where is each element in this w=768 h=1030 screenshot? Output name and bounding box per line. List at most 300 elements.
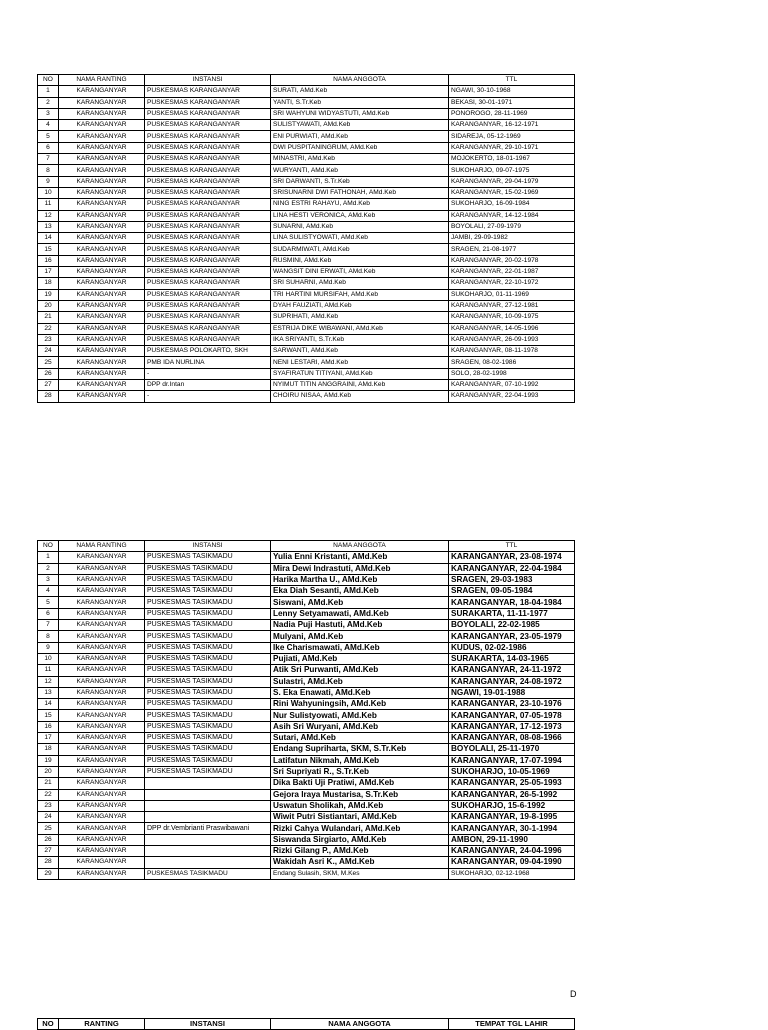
cell-no: 13 xyxy=(38,221,59,232)
table-row xyxy=(38,812,575,823)
cell-instansi: PUSKESMAS TASIKMADU xyxy=(145,755,271,766)
cell-ranting: KARANGANYAR xyxy=(59,300,145,311)
table-row xyxy=(38,346,575,357)
cell-no: 21 xyxy=(38,312,59,323)
cell-nama-anggota: DWI PUSPITANINGRUM, AMd.Keb xyxy=(271,142,449,153)
cell-instansi: PUSKESMAS TASIKMADU xyxy=(145,766,271,777)
table-row xyxy=(38,778,575,789)
cell-nama-anggota: LINA SULISTYOWATI, AMd.Keb xyxy=(271,233,449,244)
cell-ttl: KARANGANYAR, 23-05-1979 xyxy=(449,631,575,642)
table-row xyxy=(38,357,575,368)
cell-ttl: KARANGANYAR, 24-04-1996 xyxy=(449,846,575,857)
header-instansi: INSTANSI xyxy=(145,75,271,86)
cell-nama-anggota: Rini Wahyuningsih, AMd.Keb xyxy=(271,699,449,710)
cell-ttl: KARANGANYAR, 10-09-1975 xyxy=(449,312,575,323)
cell-instansi: PUSKESMAS TASIKMADU xyxy=(145,665,271,676)
table-row xyxy=(38,687,575,698)
table-row xyxy=(38,789,575,800)
table-header-row xyxy=(38,1019,575,1030)
cell-instansi: PUSKESMAS KARANGANYAR xyxy=(145,165,271,176)
cell-no: 6 xyxy=(38,608,59,619)
table-row xyxy=(38,586,575,597)
cell-instansi: PUSKESMAS KARANGANYAR xyxy=(145,312,271,323)
cell-no: 3 xyxy=(38,108,59,119)
cell-ranting: KARANGANYAR xyxy=(59,221,145,232)
cell-ranting: KARANGANYAR xyxy=(59,834,145,845)
cell-instansi: PUSKESMAS TASIKMADU xyxy=(145,574,271,585)
cell-instansi: PUSKESMAS TASIKMADU xyxy=(145,631,271,642)
table-row xyxy=(38,187,575,198)
cell-instansi: PUSKESMAS KARANGANYAR xyxy=(145,142,271,153)
cell-instansi: PUSKESMAS TASIKMADU xyxy=(145,620,271,631)
cell-instansi: PUSKESMAS TASIKMADU xyxy=(145,721,271,732)
cell-ranting: KARANGANYAR xyxy=(59,733,145,744)
cell-nama-anggota: Nur Sulistyowati, AMd.Keb xyxy=(271,710,449,721)
cell-no: 2 xyxy=(38,563,59,574)
cell-nama-anggota: Rizki Cahya Wulandari, AMd.Keb xyxy=(271,823,449,834)
header-nama-anggota: NAMA ANGGOTA xyxy=(271,1019,449,1030)
table-row xyxy=(38,391,575,402)
cell-ttl: KARANGANYAR, 29-04-1979 xyxy=(449,176,575,187)
table-row xyxy=(38,244,575,255)
table-row xyxy=(38,312,575,323)
cell-ttl: SUKOHARJO, 10-05-1969 xyxy=(449,766,575,777)
cell-no: 17 xyxy=(38,267,59,278)
cell-instansi: PUSKESMAS TASIKMADU xyxy=(145,676,271,687)
cell-ttl: SIDAREJA, 05-12-1969 xyxy=(449,131,575,142)
header-ranting: NAMA RANTING xyxy=(59,541,145,552)
table-row xyxy=(38,120,575,131)
table-row xyxy=(38,857,575,868)
cell-ranting: KARANGANYAR xyxy=(59,665,145,676)
cell-ranting: KARANGANYAR xyxy=(59,154,145,165)
cell-nama-anggota: Rizki Gilang P., AMd.Keb xyxy=(271,846,449,857)
table-row xyxy=(38,834,575,845)
cell-instansi: PUSKESMAS KARANGANYAR xyxy=(145,233,271,244)
cell-ttl: NGAWI, 30-10-1968 xyxy=(449,86,575,97)
cell-instansi xyxy=(145,789,271,800)
cell-ranting: KARANGANYAR xyxy=(59,233,145,244)
cell-instansi: PUSKESMAS KARANGANYAR xyxy=(145,108,271,119)
cell-ranting: KARANGANYAR xyxy=(59,323,145,334)
cell-ranting: KARANGANYAR xyxy=(59,710,145,721)
cell-instansi: PUSKESMAS KARANGANYAR xyxy=(145,187,271,198)
cell-instansi xyxy=(145,800,271,811)
cell-nama-anggota: Sutari, AMd.Keb xyxy=(271,733,449,744)
table-row xyxy=(38,631,575,642)
cell-ranting: KARANGANYAR xyxy=(59,778,145,789)
cell-ttl: BEKASI, 30-01-1971 xyxy=(449,97,575,108)
cell-ttl: KARANGANYAR, 17-07-1994 xyxy=(449,755,575,766)
cell-instansi xyxy=(145,846,271,857)
cell-instansi: DPP dr.Vembrianti Praswibawani xyxy=(145,823,271,834)
table-row xyxy=(38,289,575,300)
cell-ranting: KARANGANYAR xyxy=(59,823,145,834)
cell-instansi: PUSKESMAS TASIKMADU xyxy=(145,586,271,597)
cell-no: 26 xyxy=(38,834,59,845)
table-row xyxy=(38,154,575,165)
cell-ttl: BOYOLALI, 22-02-1985 xyxy=(449,620,575,631)
cell-nama-anggota: S. Eka Enawati, AMd.Keb xyxy=(271,687,449,698)
cell-nama-anggota: Asih Sri Wuryani, AMd.Keb xyxy=(271,721,449,732)
cell-instansi: DPP dr.Intan xyxy=(145,380,271,391)
table-row xyxy=(38,267,575,278)
cell-nama-anggota: WURYANTI, AMd.Keb xyxy=(271,165,449,176)
cell-ranting: KARANGANYAR xyxy=(59,334,145,345)
cell-ranting: KARANGANYAR xyxy=(59,846,145,857)
cell-nama-anggota: Eka Diah Sesanti, AMd.Keb xyxy=(271,586,449,597)
cell-ranting: KARANGANYAR xyxy=(59,766,145,777)
cell-nama-anggota: LINA HESTI VERONICA, AMd.Keb xyxy=(271,210,449,221)
table-row xyxy=(38,868,575,879)
cell-nama-anggota: ESTRIJA DIKE WIBAWANI, AMd.Keb xyxy=(271,323,449,334)
cell-ranting: KARANGANYAR xyxy=(59,812,145,823)
table-row xyxy=(38,608,575,619)
cell-ranting: KARANGANYAR xyxy=(59,642,145,653)
table-row xyxy=(38,699,575,710)
cell-nama-anggota: Latifatun Nikmah, AMd.Keb xyxy=(271,755,449,766)
cell-ttl: KARANGANYAR, 29-10-1971 xyxy=(449,142,575,153)
cell-no: 10 xyxy=(38,187,59,198)
member-table-partial xyxy=(37,1018,575,1030)
cell-nama-anggota: SARWANTI, AMd.Keb xyxy=(271,346,449,357)
cell-nama-anggota: Siswani, AMd.Keb xyxy=(271,597,449,608)
cell-ranting: KARANGANYAR xyxy=(59,210,145,221)
header-no: NO xyxy=(38,1019,59,1030)
cell-nama-anggota: NENI LESTARI, AMd.Keb xyxy=(271,357,449,368)
cell-nama-anggota: SUNARNI, AMd.Keb xyxy=(271,221,449,232)
cell-instansi: PMB IDA NURLINA xyxy=(145,357,271,368)
cell-ranting: KARANGANYAR xyxy=(59,165,145,176)
cell-instansi: PUSKESMAS KARANGANYAR xyxy=(145,334,271,345)
cell-ttl: KARANGANYAR, 14-12-1984 xyxy=(449,210,575,221)
member-table-puskesmas-tasikmadu xyxy=(37,540,575,880)
cell-nama-anggota: CHOIRU NISAA, AMd.Keb xyxy=(271,391,449,402)
header-nama-anggota: NAMA ANGGOTA xyxy=(271,541,449,552)
table-row xyxy=(38,323,575,334)
cell-no: 5 xyxy=(38,597,59,608)
cell-ttl: KARANGANYAR, 14-05-1996 xyxy=(449,323,575,334)
cell-no: 1 xyxy=(38,552,59,563)
cell-instansi: PUSKESMAS KARANGANYAR xyxy=(145,267,271,278)
table-row xyxy=(38,233,575,244)
cell-nama-anggota: SRI WAHYUNI WIDYASTUTI, AMd.Keb xyxy=(271,108,449,119)
cell-ranting: KARANGANYAR xyxy=(59,97,145,108)
table-row xyxy=(38,597,575,608)
table-row xyxy=(38,721,575,732)
cell-ttl: KARANGANYAR, 22-01-1987 xyxy=(449,267,575,278)
cell-instansi: PUSKESMAS TASIKMADU xyxy=(145,733,271,744)
header-no: NO xyxy=(38,541,59,552)
cell-ranting: KARANGANYAR xyxy=(59,244,145,255)
cell-no: 7 xyxy=(38,620,59,631)
cell-no: 23 xyxy=(38,800,59,811)
table-row xyxy=(38,846,575,857)
cell-no: 2 xyxy=(38,97,59,108)
cell-no: 27 xyxy=(38,380,59,391)
cell-no: 11 xyxy=(38,665,59,676)
cell-ttl: SRAGEN, 29-03-1983 xyxy=(449,574,575,585)
cell-no: 29 xyxy=(38,868,59,879)
cell-ttl: KARANGANYAR, 22-04-1984 xyxy=(449,563,575,574)
cell-instansi: PUSKESMAS TASIKMADU xyxy=(145,868,271,879)
table-row xyxy=(38,823,575,834)
cell-no: 5 xyxy=(38,131,59,142)
cut-off-heading-fragment: D xyxy=(570,989,577,999)
cell-ttl: SUKOHARJO, 01-11-1969 xyxy=(449,289,575,300)
cell-nama-anggota: Endang Supriharta, SKM, S.Tr.Keb xyxy=(271,744,449,755)
cell-no: 10 xyxy=(38,653,59,664)
cell-ttl: KARANGANYAR, 20-02-1978 xyxy=(449,255,575,266)
cell-instansi xyxy=(145,857,271,868)
cell-nama-anggota: Sri Supriyati R., S.Tr.Keb xyxy=(271,766,449,777)
cell-instansi: PUSKESMAS TASIKMADU xyxy=(145,597,271,608)
cell-instansi xyxy=(145,778,271,789)
cell-ranting: KARANGANYAR xyxy=(59,120,145,131)
header-instansi: INSTANSI xyxy=(145,541,271,552)
cell-ttl: SURAKARTA, 11-11-1977 xyxy=(449,608,575,619)
cell-ranting: KARANGANYAR xyxy=(59,391,145,402)
cell-no: 14 xyxy=(38,233,59,244)
cell-nama-anggota: Mira Dewi Indrastuti, AMd.Keb xyxy=(271,563,449,574)
cell-ranting: KARANGANYAR xyxy=(59,563,145,574)
cell-no: 24 xyxy=(38,812,59,823)
cell-no: 12 xyxy=(38,676,59,687)
cell-nama-anggota: DYAH FAUZIATI, AMd.Keb xyxy=(271,300,449,311)
cell-ranting: KARANGANYAR xyxy=(59,289,145,300)
cell-ranting: KARANGANYAR xyxy=(59,789,145,800)
cell-ranting: KARANGANYAR xyxy=(59,721,145,732)
cell-ranting: KARANGANYAR xyxy=(59,346,145,357)
cell-ranting: KARANGANYAR xyxy=(59,653,145,664)
table-row xyxy=(38,733,575,744)
cell-no: 28 xyxy=(38,857,59,868)
table-row xyxy=(38,221,575,232)
cell-no: 16 xyxy=(38,255,59,266)
cell-instansi: PUSKESMAS KARANGANYAR xyxy=(145,199,271,210)
cell-nama-anggota: Endang Sulasih, SKM, M.Kes xyxy=(271,868,449,879)
table-row xyxy=(38,176,575,187)
cell-ranting: KARANGANYAR xyxy=(59,552,145,563)
cell-ranting: KARANGANYAR xyxy=(59,255,145,266)
cell-ranting: KARANGANYAR xyxy=(59,131,145,142)
cell-ttl: MOJOKERTO, 18-01-1967 xyxy=(449,154,575,165)
cell-instansi: PUSKESMAS KARANGANYAR xyxy=(145,278,271,289)
cell-no: 23 xyxy=(38,334,59,345)
table-row xyxy=(38,165,575,176)
cell-ttl: KARANGANYAR, 07-10-1992 xyxy=(449,380,575,391)
cell-no: 3 xyxy=(38,574,59,585)
cell-no: 17 xyxy=(38,733,59,744)
cell-no: 18 xyxy=(38,278,59,289)
cell-no: 22 xyxy=(38,323,59,334)
cell-ttl: SURAKARTA, 14-03-1965 xyxy=(449,653,575,664)
cell-ttl: SUKOHARJO, 16-09-1984 xyxy=(449,199,575,210)
cell-ttl: KARANGANYAR, 19-8-1995 xyxy=(449,812,575,823)
header-ranting: NAMA RANTING xyxy=(59,75,145,86)
cell-instansi: PUSKESMAS TASIKMADU xyxy=(145,653,271,664)
table-row xyxy=(38,97,575,108)
cell-nama-anggota: Dika Bakti Uji Pratiwi, AMd.Keb xyxy=(271,778,449,789)
cell-ttl: BOYOLALI, 25-11-1970 xyxy=(449,744,575,755)
cell-ttl: SUKOHARJO, 09-07-1975 xyxy=(449,165,575,176)
cell-instansi: PUSKESMAS KARANGANYAR xyxy=(145,323,271,334)
table-row xyxy=(38,563,575,574)
cell-no: 15 xyxy=(38,710,59,721)
cell-ranting: KARANGANYAR xyxy=(59,755,145,766)
cell-nama-anggota: Yulia Enni Kristanti, AMd.Keb xyxy=(271,552,449,563)
cell-no: 4 xyxy=(38,120,59,131)
cell-no: 18 xyxy=(38,744,59,755)
cell-instansi xyxy=(145,812,271,823)
cell-nama-anggota: ENI PURWIATI, AMd.Keb xyxy=(271,131,449,142)
table-row xyxy=(38,744,575,755)
cell-no: 24 xyxy=(38,346,59,357)
table-row xyxy=(38,574,575,585)
cell-no: 7 xyxy=(38,154,59,165)
cell-no: 20 xyxy=(38,766,59,777)
cell-ranting: KARANGANYAR xyxy=(59,380,145,391)
cell-ranting: KARANGANYAR xyxy=(59,699,145,710)
cell-no: 16 xyxy=(38,721,59,732)
header-no: NO xyxy=(38,75,59,86)
cell-no: 4 xyxy=(38,586,59,597)
cell-nama-anggota: Wakidah Asri K., AMd.Keb xyxy=(271,857,449,868)
cell-instansi: PUSKESMAS TASIKMADU xyxy=(145,608,271,619)
cell-nama-anggota: Nadia Puji Hastuti, AMd.Keb xyxy=(271,620,449,631)
table-header-row xyxy=(38,75,575,86)
cell-no: 26 xyxy=(38,368,59,379)
cell-ranting: KARANGANYAR xyxy=(59,586,145,597)
cell-instansi: PUSKESMAS TASIKMADU xyxy=(145,552,271,563)
cell-ranting: KARANGANYAR xyxy=(59,620,145,631)
cell-no: 9 xyxy=(38,642,59,653)
table-row xyxy=(38,199,575,210)
header-nama-anggota: NAMA ANGGOTA xyxy=(271,75,449,86)
cell-ranting: KARANGANYAR xyxy=(59,176,145,187)
cell-instansi: PUSKESMAS TASIKMADU xyxy=(145,744,271,755)
cell-nama-anggota: Wiwit Putri Sistiantari, AMd.Keb xyxy=(271,812,449,823)
cell-no: 15 xyxy=(38,244,59,255)
cell-ranting: KARANGANYAR xyxy=(59,744,145,755)
table-row xyxy=(38,86,575,97)
table-row xyxy=(38,380,575,391)
cell-ranting: KARANGANYAR xyxy=(59,86,145,97)
table-row xyxy=(38,278,575,289)
cell-ttl: SOLO, 28-02-1998 xyxy=(449,368,575,379)
cell-instansi: PUSKESMAS TASIKMADU xyxy=(145,710,271,721)
member-table-puskesmas-karanganyar xyxy=(37,74,575,403)
table-row xyxy=(38,676,575,687)
cell-nama-anggota: IKA SRIYANTI, S.Tr.Keb xyxy=(271,334,449,345)
cell-no: 14 xyxy=(38,699,59,710)
cell-no: 6 xyxy=(38,142,59,153)
cell-nama-anggota: WANGSIT DINI ERWATI, AMd.Keb xyxy=(271,267,449,278)
cell-ranting: KARANGANYAR xyxy=(59,676,145,687)
cell-no: 12 xyxy=(38,210,59,221)
cell-no: 25 xyxy=(38,357,59,368)
cell-nama-anggota: Mulyani, AMd.Keb xyxy=(271,631,449,642)
cell-ranting: KARANGANYAR xyxy=(59,187,145,198)
header-ranting: RANTING xyxy=(59,1019,145,1030)
cell-instansi: PUSKESMAS KARANGANYAR xyxy=(145,210,271,221)
cell-instansi: PUSKESMAS KARANGANYAR xyxy=(145,221,271,232)
cell-ranting: KARANGANYAR xyxy=(59,857,145,868)
cell-nama-anggota: TRI HARTINI MURSIFAH, AMd.Keb xyxy=(271,289,449,300)
cell-ttl: KARANGANYAR, 16-12-1971 xyxy=(449,120,575,131)
cell-ttl: KARANGANYAR, 07-05-1978 xyxy=(449,710,575,721)
cell-nama-anggota: SUPRIHATI, AMd.Keb xyxy=(271,312,449,323)
table-row xyxy=(38,108,575,119)
cell-nama-anggota: SYAFIRATUN TITIYANI, AMd.Keb xyxy=(271,368,449,379)
cell-ttl: KARANGANYAR, 26-09-1993 xyxy=(449,334,575,345)
cell-ttl: AMBON, 29-11-1990 xyxy=(449,834,575,845)
cell-no: 21 xyxy=(38,778,59,789)
table-row xyxy=(38,755,575,766)
cell-no: 13 xyxy=(38,687,59,698)
cell-nama-anggota: Lenny Setyamawati, AMd.Keb xyxy=(271,608,449,619)
cell-ttl: KARANGANYAR, 23-10-1976 xyxy=(449,699,575,710)
table-row xyxy=(38,800,575,811)
cell-instansi: - xyxy=(145,368,271,379)
cell-nama-anggota: Gejora Iraya Mustarisa, S.Tr.Keb xyxy=(271,789,449,800)
cell-nama-anggota: MINASTRI, AMd.Keb xyxy=(271,154,449,165)
cell-nama-anggota: Uswatun Sholikah, AMd.Keb xyxy=(271,800,449,811)
cell-ranting: KARANGANYAR xyxy=(59,368,145,379)
cell-ranting: KARANGANYAR xyxy=(59,597,145,608)
cell-no: 8 xyxy=(38,165,59,176)
cell-ttl: KARANGANYAR, 25-05-1993 xyxy=(449,778,575,789)
cell-nama-anggota: Pujiati, AMd.Keb xyxy=(271,653,449,664)
cell-nama-anggota: Harika Martha U., AMd.Keb xyxy=(271,574,449,585)
cell-instansi: PUSKESMAS TASIKMADU xyxy=(145,699,271,710)
cell-instansi: PUSKESMAS KARANGANYAR xyxy=(145,86,271,97)
cell-nama-anggota: SRISUNARNI DWI FATHONAH, AMd.Keb xyxy=(271,187,449,198)
cell-nama-anggota: Sulastri, AMd.Keb xyxy=(271,676,449,687)
cell-instansi: PUSKESMAS KARANGANYAR xyxy=(145,289,271,300)
cell-ttl: NGAWI, 19-01-1988 xyxy=(449,687,575,698)
table-row xyxy=(38,710,575,721)
cell-instansi: PUSKESMAS KARANGANYAR xyxy=(145,255,271,266)
cell-instansi: PUSKESMAS TASIKMADU xyxy=(145,563,271,574)
cell-nama-anggota: Siswanda Sirgiarto, AMd.Keb xyxy=(271,834,449,845)
cell-ttl: KARANGANYAR, 09-04-1990 xyxy=(449,857,575,868)
cell-nama-anggota: Atik Sri Purwanti, AMd.Keb xyxy=(271,665,449,676)
table-row xyxy=(38,368,575,379)
table-row xyxy=(38,300,575,311)
cell-ttl: SUKOHARJO, 02-12-1968 xyxy=(449,868,575,879)
cell-instansi: PUSKESMAS KARANGANYAR xyxy=(145,154,271,165)
table-row xyxy=(38,131,575,142)
cell-ttl: BOYOLALI, 27-09-1979 xyxy=(449,221,575,232)
header-ttl: TTL xyxy=(449,541,575,552)
cell-ranting: KARANGANYAR xyxy=(59,312,145,323)
cell-nama-anggota: Ike Charismawati, AMd.Keb xyxy=(271,642,449,653)
cell-nama-anggota: NING ESTRI RAHAYU, AMd.Keb xyxy=(271,199,449,210)
cell-ranting: KARANGANYAR xyxy=(59,108,145,119)
cell-ttl: KARANGANYAR, 24-11-1972 xyxy=(449,665,575,676)
cell-nama-anggota: SUDARMIWATI, AMd.Keb xyxy=(271,244,449,255)
cell-ttl: KARANGANYAR, 22-10-1972 xyxy=(449,278,575,289)
cell-ttl: KARANGANYAR, 26-5-1992 xyxy=(449,789,575,800)
cell-instansi: PUSKESMAS KARANGANYAR xyxy=(145,244,271,255)
cell-ranting: KARANGANYAR xyxy=(59,267,145,278)
cell-ttl: KARANGANYAR, 15-02-1969 xyxy=(449,187,575,198)
cell-instansi: PUSKESMAS KARANGANYAR xyxy=(145,176,271,187)
cell-no: 22 xyxy=(38,789,59,800)
cell-no: 9 xyxy=(38,176,59,187)
cell-instansi: PUSKESMAS POLOKARTO, SKH xyxy=(145,346,271,357)
